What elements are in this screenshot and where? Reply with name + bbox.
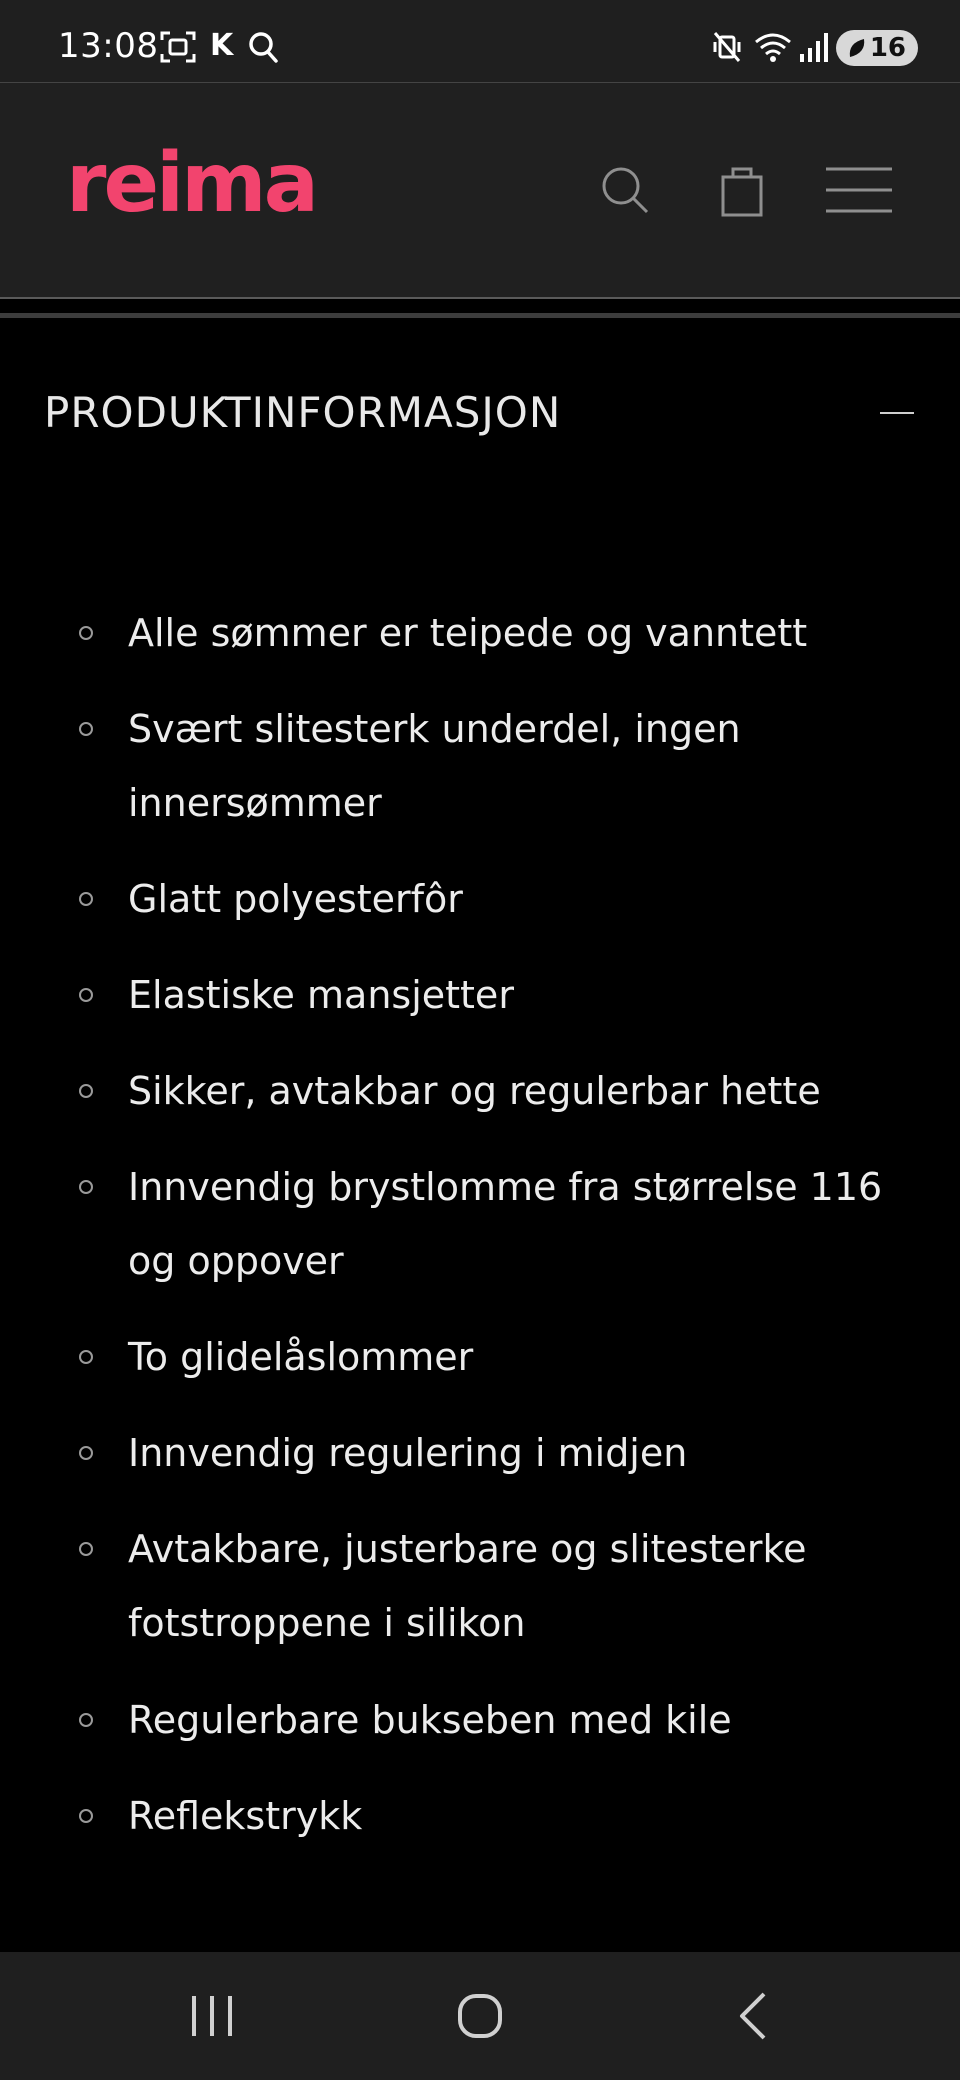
search-icon <box>248 30 280 64</box>
reima-logo[interactable]: reima <box>66 136 316 231</box>
product-info-accordion-header[interactable] <box>0 370 960 460</box>
back-button[interactable] <box>722 1988 782 2044</box>
bullet-icon <box>79 1180 93 1194</box>
screenshot-icon <box>160 30 196 64</box>
bullet-icon <box>79 1350 93 1364</box>
bullet-icon <box>79 1446 93 1460</box>
k-app-icon: K <box>210 28 234 63</box>
bullet-icon <box>79 1084 93 1098</box>
recent-apps-icon <box>182 1988 242 2044</box>
menu-button[interactable] <box>822 155 898 225</box>
search-icon <box>590 155 660 225</box>
system-nav-bar <box>0 1952 960 2080</box>
feature-text: Innvendig regulering i midjen <box>128 1431 688 1475</box>
bullet-icon <box>79 988 93 1002</box>
home-button[interactable] <box>450 1988 510 2044</box>
bullet-icon <box>79 626 93 640</box>
bullet-icon <box>79 1713 93 1727</box>
feature-text: Avtakbare, justerbare og slitesterke fotstroppene i silikon <box>128 1527 807 1645</box>
bullet-icon <box>79 722 93 736</box>
feature-text: Svært slitesterk underdel, ingen innersømmer <box>128 707 741 825</box>
back-icon <box>722 1988 782 2044</box>
feature-text: Innvendig brystlomme fra størrelse 116 og oppover <box>128 1165 883 1283</box>
feature-text: Alle sømmer er teipede og vanntett <box>128 611 808 655</box>
signal-icon <box>798 30 832 64</box>
hamburger-menu-icon <box>822 155 898 225</box>
bullet-icon <box>79 1809 93 1823</box>
battery-indicator <box>836 30 918 66</box>
section-divider <box>0 313 960 318</box>
status-time: 13:08 <box>58 26 159 66</box>
minus-icon[interactable] <box>880 410 914 416</box>
bullet-icon <box>79 1542 93 1556</box>
cart-button[interactable] <box>706 155 776 225</box>
home-icon <box>450 1988 510 2044</box>
bullet-icon <box>79 892 93 906</box>
battery-saver-icon <box>846 35 868 61</box>
battery-level: 16 <box>869 33 906 63</box>
site-header <box>0 82 960 297</box>
feature-text: Sikker, avtakbar og regulerbar hette <box>128 1069 821 1113</box>
recent-apps-button[interactable] <box>182 1988 242 2044</box>
wifi-icon <box>754 30 792 64</box>
vibrate-mute-icon <box>712 30 742 64</box>
feature-text: Reflekstrykk <box>128 1794 363 1838</box>
feature-text: To glidelåslommer <box>128 1335 474 1379</box>
feature-text: Elastiske mansjetter <box>128 973 514 1017</box>
header-divider <box>0 297 960 299</box>
shopping-bag-icon <box>706 155 776 225</box>
feature-text: Regulerbare bukseben med kile <box>128 1698 732 1742</box>
accordion-title: PRODUKTINFORMASJON <box>44 388 562 437</box>
search-button[interactable] <box>590 155 660 225</box>
status-bar <box>0 0 960 82</box>
feature-text: Glatt polyesterfôr <box>128 877 463 921</box>
